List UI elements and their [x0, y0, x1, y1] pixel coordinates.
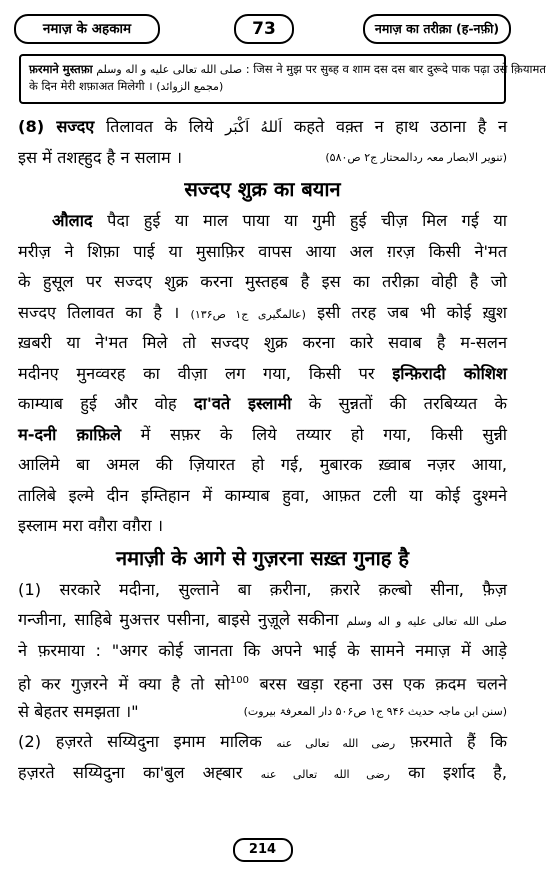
page-body: [18, 112, 507, 817]
paragraph-line: [18, 112, 507, 143]
arabic-phrase: اَللهُ اَكْبَر: [225, 118, 283, 136]
page-header: [14, 14, 511, 42]
hadith-notice-box: [19, 54, 546, 104]
paragraph-line: आलिमे बा अमल की ज़ियारत हो गई, मुबारक ख़्वाब नज़र आया,: [18, 455, 507, 474]
section-heading: नमाज़ी के आगे से गुज़रना सख़्त गुनाह है: [115, 545, 410, 570]
text-span: गन्जीना, साहिबे मुअत्तर पसीना, बाइसे नुज़ूले सकीना: [18, 610, 339, 629]
paragraph-line: इस्लाम मरा वग़ैरा वग़ैरा ।: [18, 516, 163, 535]
bold-term: म-दनी क़ाफ़िले: [18, 424, 122, 444]
text-span: का इर्शाद है,: [408, 762, 507, 782]
paragraph-line: ने फ़रमाया : "अगर कोई जानता कि अपने भाई के सामने नमाज़ में आड़े: [18, 640, 507, 660]
bold-term: इन्फ़िरादी कोशिश: [392, 363, 507, 383]
paragraph-line: के हुसूल पर सज्दए शुक्र करना मुस्तहब है इस का तरीक़ा वोही है जो: [18, 272, 507, 291]
paragraph-line: मरीज़ ने शिफ़ा पाई या मुसाफ़िर वापस आया अल ग़रज़ किसी ने'मत: [18, 241, 507, 261]
paragraph-line: [18, 758, 507, 789]
paragraph-line: [18, 143, 507, 174]
text-span: तिलावत के लिये: [105, 117, 214, 136]
paragraph-line: [18, 605, 507, 636]
book-title-badge: नमाज़ के अहकाम: [14, 14, 160, 44]
paragraph-line: [18, 298, 507, 329]
notice-label: फ़रमाने मुस्तफ़ा: [29, 62, 93, 76]
paragraph-line: ख़बरी या ने'मत मिले तो सज्दए शुक्र करना कारे सवाब है म-सलन: [18, 333, 507, 352]
text-span: (2) हज़रते सय्यिदुना इमाम मालिक: [18, 732, 262, 751]
text-span: बरस खड़ा रहना उस एक क़दम चलने: [259, 674, 507, 694]
paragraph-line: [18, 420, 507, 451]
text-span: इस में तशह्हुद है न सलाम ।: [18, 147, 183, 167]
text-span: कहते वक़्त न हाथ उठाना है न: [293, 117, 508, 136]
lead-word: औलाद: [52, 211, 93, 230]
chapter-title-badge: नमाज़ का तरीक़ा (ह-नफ़ी): [363, 14, 511, 44]
paragraph-line: (1) सरकारे मदीना, सुल्ताने बा क़रीना, क़रारे क़ल्बो सीना, फ़ैज़: [18, 579, 507, 599]
page-number-badge: 73: [234, 14, 294, 44]
paragraph-line: [18, 697, 507, 728]
paragraph-line: [18, 359, 507, 390]
text-span: से बेहतर समझता ।": [18, 701, 139, 721]
text-span: में सफ़र के लिये तय्यार हो गया, किसी सुन्नी: [140, 424, 507, 444]
text-span: सज्दए तिलावत का है ।: [18, 302, 180, 322]
text-span: फ़रमाते हैं कि: [409, 732, 507, 751]
paragraph-line: [18, 727, 507, 758]
notice-source: (مجمع الزوائد): [156, 80, 224, 93]
reference-citation: (عالمگیری ج۱ ص۱۳۶): [190, 307, 306, 321]
reference-citation: (تنویر الابصار معہ ردالمحتار ج۲ ص۵۸۰): [325, 150, 507, 164]
footer-page-number: 214: [233, 838, 293, 862]
arabic-salutation: صلى الله تعالى عليه و اله وسلم: [346, 615, 507, 628]
bold-term: दा'वते इस्लामी: [194, 394, 292, 413]
paragraph-line: [18, 206, 507, 237]
text-span: पैदा हुई या माल पाया या गुमी हुई चीज़ मिल गई या: [107, 211, 507, 230]
arabic-honorific: رضی الله تعالی عنه: [276, 737, 396, 750]
section-heading: सज्दए शुक्र का बयान: [184, 177, 341, 201]
text-span: हज़रते सय्यिदुना का'बुल अह्बार: [18, 762, 243, 782]
text-span: इसी तरह जब भी कोई ख़ुश: [317, 302, 507, 322]
arabic-honorific: رضی الله تعالی عنه: [260, 767, 390, 781]
notice-text-2: के दिन मेरी शफ़ाअत मिलेगी ।: [29, 79, 153, 93]
paragraph-line: तालिबे इल्मे दीन इम्तिहान में काम्याब हुवा, आफ़त टली या कोई दुश्मने: [18, 485, 507, 505]
reference-citation: (سنن ابن ماجہ حدیث ۹۴۶ ج۱ ص۵۰۶ دار المعرفۃ بیروت): [243, 704, 507, 718]
text-span: मदीनए मुनव्वरह का वीज़ा लग गया, किसी पर: [18, 363, 375, 383]
text-span: काम्याब हुई और वोह: [18, 394, 177, 413]
notice-arabic-salutation: صلى الله تعالى عليه و اله وسلم: [96, 63, 243, 76]
text-span: हो कर गुज़रने में क्या है तो सो: [18, 674, 230, 694]
paragraph-line: [18, 389, 507, 420]
paragraph-line: [18, 666, 507, 697]
item-number: (8) सज्दए: [18, 117, 95, 136]
superscript-number: 100: [229, 675, 250, 686]
notice-text-1: : जिस ने मुझ पर सुब्ह व शाम दस दस बार दुरूदे पाक पढ़ा उसे क़ियामत: [245, 62, 546, 76]
text-span: के सुन्नतों की तरबिय्यत के: [308, 394, 507, 413]
